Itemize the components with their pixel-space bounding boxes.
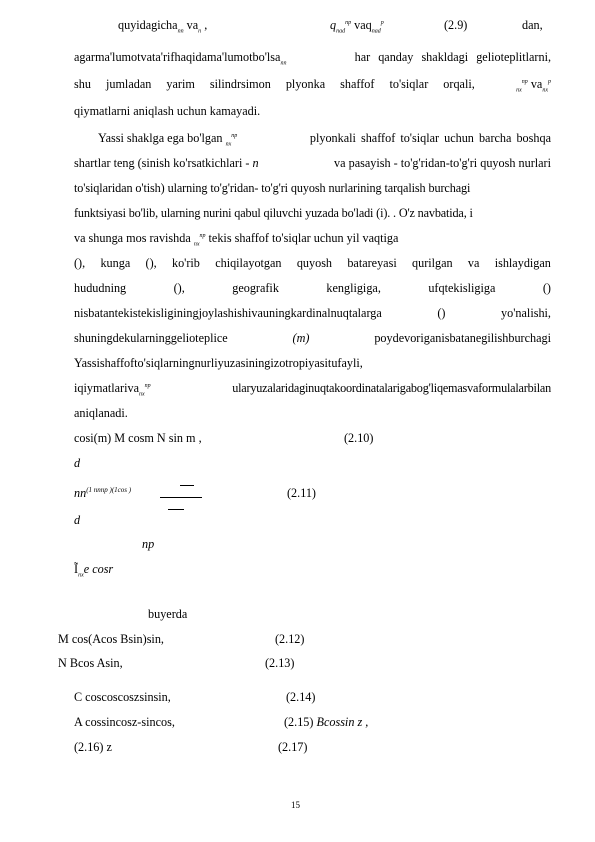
formula-d2: d [74,513,81,527]
eq-2-12: (2.12) [275,632,305,646]
formula-2-16: (2.16) z [74,740,112,754]
p3-line2: hududning (), geografik kengligiga, ufqtekisligiga () [74,281,551,295]
formula-2-10: cosi(m) M cosm N sin m , [74,431,202,445]
eq-2-11: (2.11) [287,486,316,500]
eq-2-15: (2.15) Bcossin z , [284,715,369,729]
formula-2-15: A cossincosz-sincos, [74,715,175,729]
formula-cosr: $Ĩ_{nx}e$ cosr [74,562,114,579]
eq-2-9: (2.9) [444,18,468,32]
p3-line5: Yassishaffofto'siqlarningnurliyuzasiningizotropiyasitufayli, [74,356,363,370]
word-buyerda: buyerda [148,607,188,621]
formula-np-tilde: np [142,537,155,551]
p3-line7: aniqlanadi. [74,406,128,420]
formula-2-11: $nn^{(1 nnnp )(1cos )}$ [74,485,132,500]
fraction-bar-small-bottom [168,509,184,510]
p1-line3: qiymatlarni aniqlash uchun kamayadi. [74,104,261,118]
formula-d1: d [74,456,81,470]
word-quyidagicha: quyidagicha [118,18,178,32]
formula-2-12: M cos(Acos Bsin)sin, [58,632,164,646]
p2-line4: funktsiyasi bo'lib, ularning nurini qabul qiluvchi yuzada bo'ladi (i). . O'z navbatida, i [74,206,473,220]
p1-line2: shu jumladan yarim silindrsimon plyonka shaffof to'siqlar orqali, $_{nx}^{np}$ $va_{nx}^p$ [74,77,551,94]
formula-2-14: C coscoscoszsinsin, [74,690,171,704]
fraction-bar-small-top [180,485,194,486]
p1-line1: agarma'lumotvata'rifhaqidama'lumotbo'lsa$_{nn}$ har qanday shakldagi gelioteplitlarni, [74,50,551,67]
p2-line3: to'siqlaridan o'tish) ularning to'g'ridan- to'g'ri quyosh nurlarining tarqalish burchagi [74,181,471,195]
p2-line5: va shunga mos ravishda $_{nx}^{np}$ tekis shaffof to'siqlar uchun yil vaqtiga [74,231,399,248]
p3-line3: nisbatantekistekisliginingjoylashishivauningkardinalnuqtalarga () yo'nalishi, [74,306,551,320]
p3-line4: shuningdekularninggelioteplice (m) poydevoriganisbatanegilishburchagi [74,331,551,345]
eq-2-17: (2.17) [278,740,308,754]
eq-2-14: (2.14) [286,690,316,704]
p3-line1: (), kunga (), ko'rib chiqilayotgan quyosh batareyasi qurilgan va ishlaydigan [74,256,551,270]
page-number: 15 [291,800,300,810]
eq-2-10: (2.10) [344,431,374,445]
line1-dan: dan, [522,18,543,32]
line-q-values: $q_{nad}^{np}$ vaq$_{nad}^p$ [330,18,384,35]
p2-line1: Yassi shaklga ega bo'lgan $_{nx}^{np}$ plyonkali shaffof to'siqlar uchun barcha boshqa [98,131,551,148]
p2-line2: shartlar teng (sinish ko'rsatkichlari - n va pasayish - to'g'ridan-to'g'ri quyosh nurlari [74,156,551,170]
formula-2-13: N Bcos Asin, [58,656,123,670]
fraction-bar [160,497,202,498]
p3-line6: iqiymatlariva$_{nx}^{np}$ ularyuzalaridaginuqtakoordinatalarigabog'liqemasvaformulalarbilan [74,381,551,398]
eq-2-13: (2.13) [265,656,295,670]
line-quyidagicha: quyidagicha$_{nn}$ $va_n$ , [118,18,208,35]
